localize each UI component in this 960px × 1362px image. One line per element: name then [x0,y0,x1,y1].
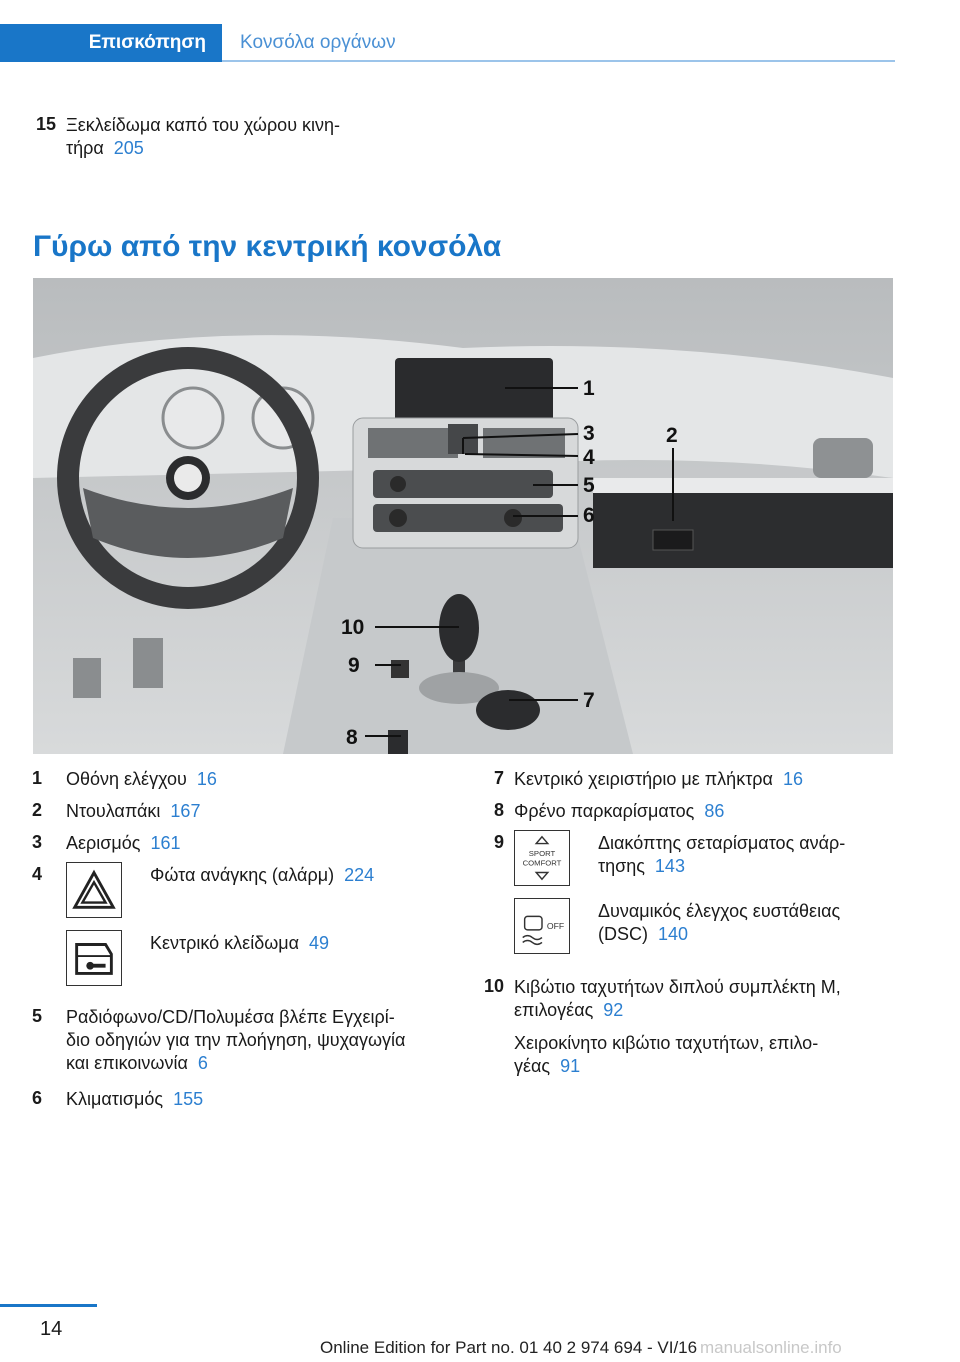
callout-6: 6 [583,504,595,527]
callout-7: 7 [583,689,595,712]
list-item: Ντουλαπάκι 167 [66,801,201,821]
page-reference-link[interactable]: 143 [654,856,685,876]
page-reference-link[interactable]: 91 [560,1056,581,1076]
page-number: 14 [40,1318,63,1340]
page-reference-link[interactable]: 92 [603,1000,624,1020]
list-item: Διακόπτης σεταρίσματος ανάρ- τησης 143 [598,833,846,876]
list-item: Χειροκίνητο κιβώτιο ταχυτήτων, επιλο- γέας 91 [514,1033,819,1076]
list-item: Φρένο παρκαρίσματος 86 [514,801,725,821]
page-reference-link[interactable]: 86 [704,801,725,821]
callout-4: 4 [583,446,595,469]
page-reference-link[interactable]: 224 [344,865,375,885]
list-item: Δυναμικός έλεγχος ευστάθειας (DSC) 140 [598,901,841,944]
page-reference-link[interactable]: 161 [150,833,181,853]
callout-5: 5 [583,474,595,497]
list-item-number: 9 [493,832,504,852]
page-reference-link[interactable]: 205 [113,138,144,158]
list-item-number: 8 [493,800,504,820]
callout-1: 1 [583,377,595,400]
page-reference-link[interactable]: 49 [309,933,330,953]
callout-10: 10 [341,616,365,639]
footer-note: Online Edition for Part no. 01 40 2 974 694 - VI/16 [320,1338,698,1357]
central-locking-icon [66,930,122,986]
list-item-number: 1 [31,768,42,788]
svg-text:COMFORT: COMFORT [522,858,562,868]
list-item: Κλιματισμός 155 [66,1089,204,1109]
list-item-number: 2 [31,800,42,820]
hazard-warning-icon [66,862,122,918]
callout-3: 3 [583,422,595,445]
center-console-photo [33,278,893,754]
item-text-line: τήρα 205 [66,138,144,158]
svg-text:OFF: OFF [546,920,565,931]
list-item: Ραδιόφωνο/CD/Πολυμέσα βλέπε Εγχειρί- διο οδηγιών για την πλοήγηση, ψυχαγωγία και επικοινωνία 6 [66,1007,406,1073]
list-item-number: 6 [31,1088,42,1108]
list-item-number: 10 [483,976,504,996]
page-reference-link[interactable]: 16 [782,769,803,789]
list-item-number: 7 [493,768,504,788]
page-reference-link[interactable]: 167 [170,801,201,821]
header-divider [222,60,895,62]
watermark: manualsonline.info [700,1338,842,1357]
tab-instrument-panel[interactable]: Κονσόλα οργάνων [240,32,396,53]
item-text [66,114,340,160]
list-item: Κιβώτιο ταχυτήτων διπλού συμπλέκτη M, επιλογέας 92 [514,977,841,1020]
sport-comfort-icon [514,830,570,886]
header-bar [0,24,895,64]
list-item-number: 3 [31,832,42,852]
callout-8: 8 [346,726,358,749]
footer-divider [0,1304,97,1307]
page-reference-link[interactable]: 155 [173,1089,204,1109]
svg-text:SPORT: SPORT [528,849,556,859]
list-item: Οθόνη ελέγχου 16 [66,769,217,789]
callout-9: 9 [348,654,360,677]
list-item-number: 5 [31,1006,42,1026]
page-reference-link[interactable]: 140 [658,924,689,944]
section-title: Γύρω από την κεντρική κονσόλα [33,230,502,263]
list-item: Κεντρικό χειριστήριο με πλήκτρα 16 [514,769,803,789]
page-reference-link[interactable]: 16 [196,769,217,789]
item-text-line: Ξεκλείδωμα καπό του χώρου κινη- [66,115,341,135]
tab-overview[interactable]: Επισκόπηση [0,24,222,62]
list-item: Κεντρικό κλείδωμα 49 [150,933,330,953]
list-item: Φώτα ανάγκης (αλάρμ) 224 [150,865,375,885]
dsc-off-icon [514,898,570,954]
callout-2: 2 [666,424,678,447]
page-reference-link[interactable]: 6 [197,1053,208,1073]
list-item: Αερισμός 161 [66,833,181,853]
list-item-number: 4 [31,864,42,884]
item-number: 15 [35,114,56,134]
